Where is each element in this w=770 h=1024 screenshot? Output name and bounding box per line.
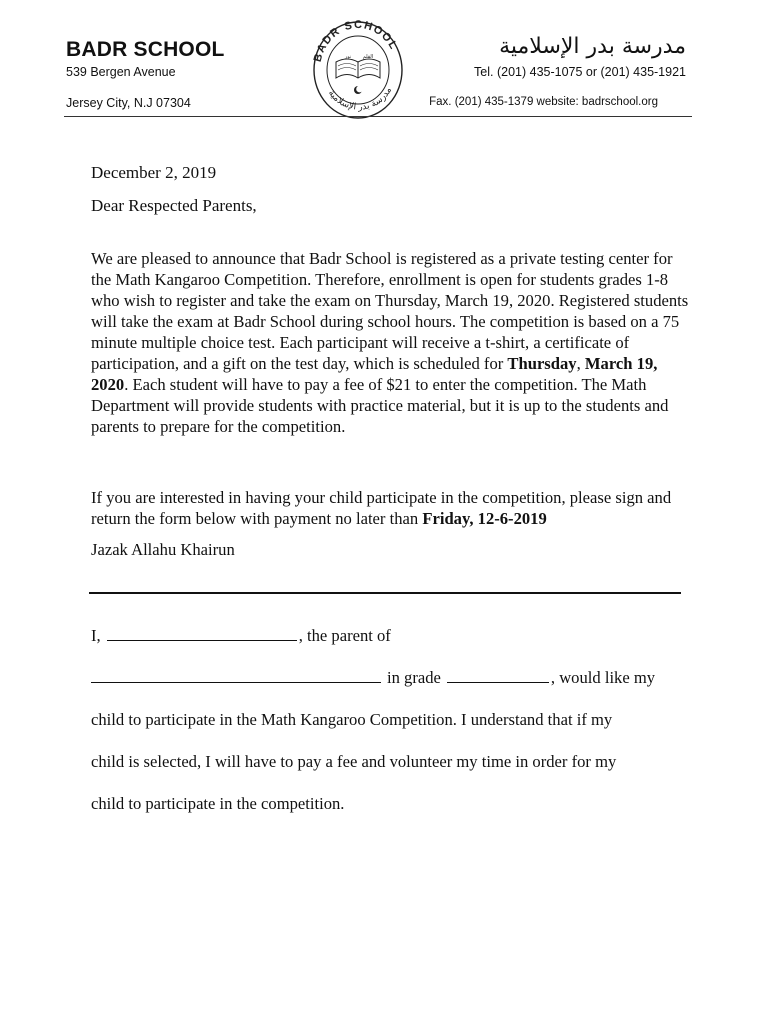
parent-name-blank[interactable] [107, 626, 297, 641]
announcement-text-part2: . Each student will have to pay a fee of $21 to enter the competition. The Math Department will provide students with practice material, but it is up to the students and parents to prepare for the competition. [91, 375, 669, 436]
letter-salutation: Dear Respected Parents, [91, 196, 257, 215]
consent-form-line-4: child is selected, I will have to pay a fee and volunteer my time in order for my [91, 752, 617, 771]
return-form-text: If you are interested in having your child participate in the competition, please sign and return the form below with payment no later than [91, 488, 672, 528]
letter-date: December 2, 2019 [91, 163, 217, 182]
return-form-paragraph [91, 487, 691, 529]
exam-day-bold: Thursday [507, 354, 577, 373]
exam-date-bold: March 19, 2020 [91, 354, 658, 394]
form-line2-suffix: , would like my [550, 668, 656, 687]
consent-form-line-2 [91, 668, 655, 688]
open-book-icon [336, 59, 380, 78]
form-line1-prefix: I, [91, 626, 101, 645]
seal-ring-top-text: BADR SCHOOL [311, 18, 400, 64]
seal-book-left-text: نور [344, 54, 352, 60]
grade-blank[interactable] [447, 668, 549, 683]
school-seal-logo [310, 16, 406, 120]
crescent-icon [354, 86, 363, 94]
announcement-text-part1: We are pleased to announce that Badr School is registered as a private testing center for the Math Kangaroo Competition. Therefore, enrollment is open for students grades 1-8 who wish to register and take the exam on Thursday, March 19, 2020. Registered students will take the exam at Badr School during school hours. The competition is based on a 75 minute multiple choice test. Each participant will receive a t-shirt, a certificate of participation, and a gift on the test day, which is scheduled for [91, 249, 689, 373]
consent-form-line-3: child to participate in the Math Kangaroo Competition. I understand that if my [91, 710, 613, 729]
school-fax-website: Fax. (201) 435-1379 website: badrschool.org [429, 96, 658, 108]
seal-book-right-text: القلم [362, 54, 374, 60]
letter-signoff: Jazak Allahu Khairun [91, 540, 235, 559]
consent-form-line-5: child to participate in the competition. [91, 794, 345, 813]
announcement-paragraph [91, 248, 691, 437]
form-divider-line [89, 592, 681, 594]
school-street-address: 539 Bergen Avenue [66, 65, 176, 79]
school-name: BADR SCHOOL [66, 38, 225, 61]
letterhead-divider [64, 116, 692, 117]
exam-date-comma: , [576, 354, 585, 373]
school-name-arabic: مدرسة بدر الإسلامية [499, 34, 686, 59]
seal-ring-bottom-text: مدرسة بدر الإسلامية [325, 85, 395, 113]
child-name-blank[interactable] [91, 668, 381, 683]
return-deadline-bold: Friday, 12-6-2019 [422, 509, 547, 528]
school-city-address: Jersey City, N.J 07304 [66, 96, 191, 110]
consent-form-line-1 [91, 626, 391, 646]
school-telephone: Tel. (201) 435-1075 or (201) 435-1921 [474, 65, 686, 79]
form-line1-suffix: , the parent of [298, 626, 391, 645]
form-line2-mid: in grade [387, 668, 441, 687]
